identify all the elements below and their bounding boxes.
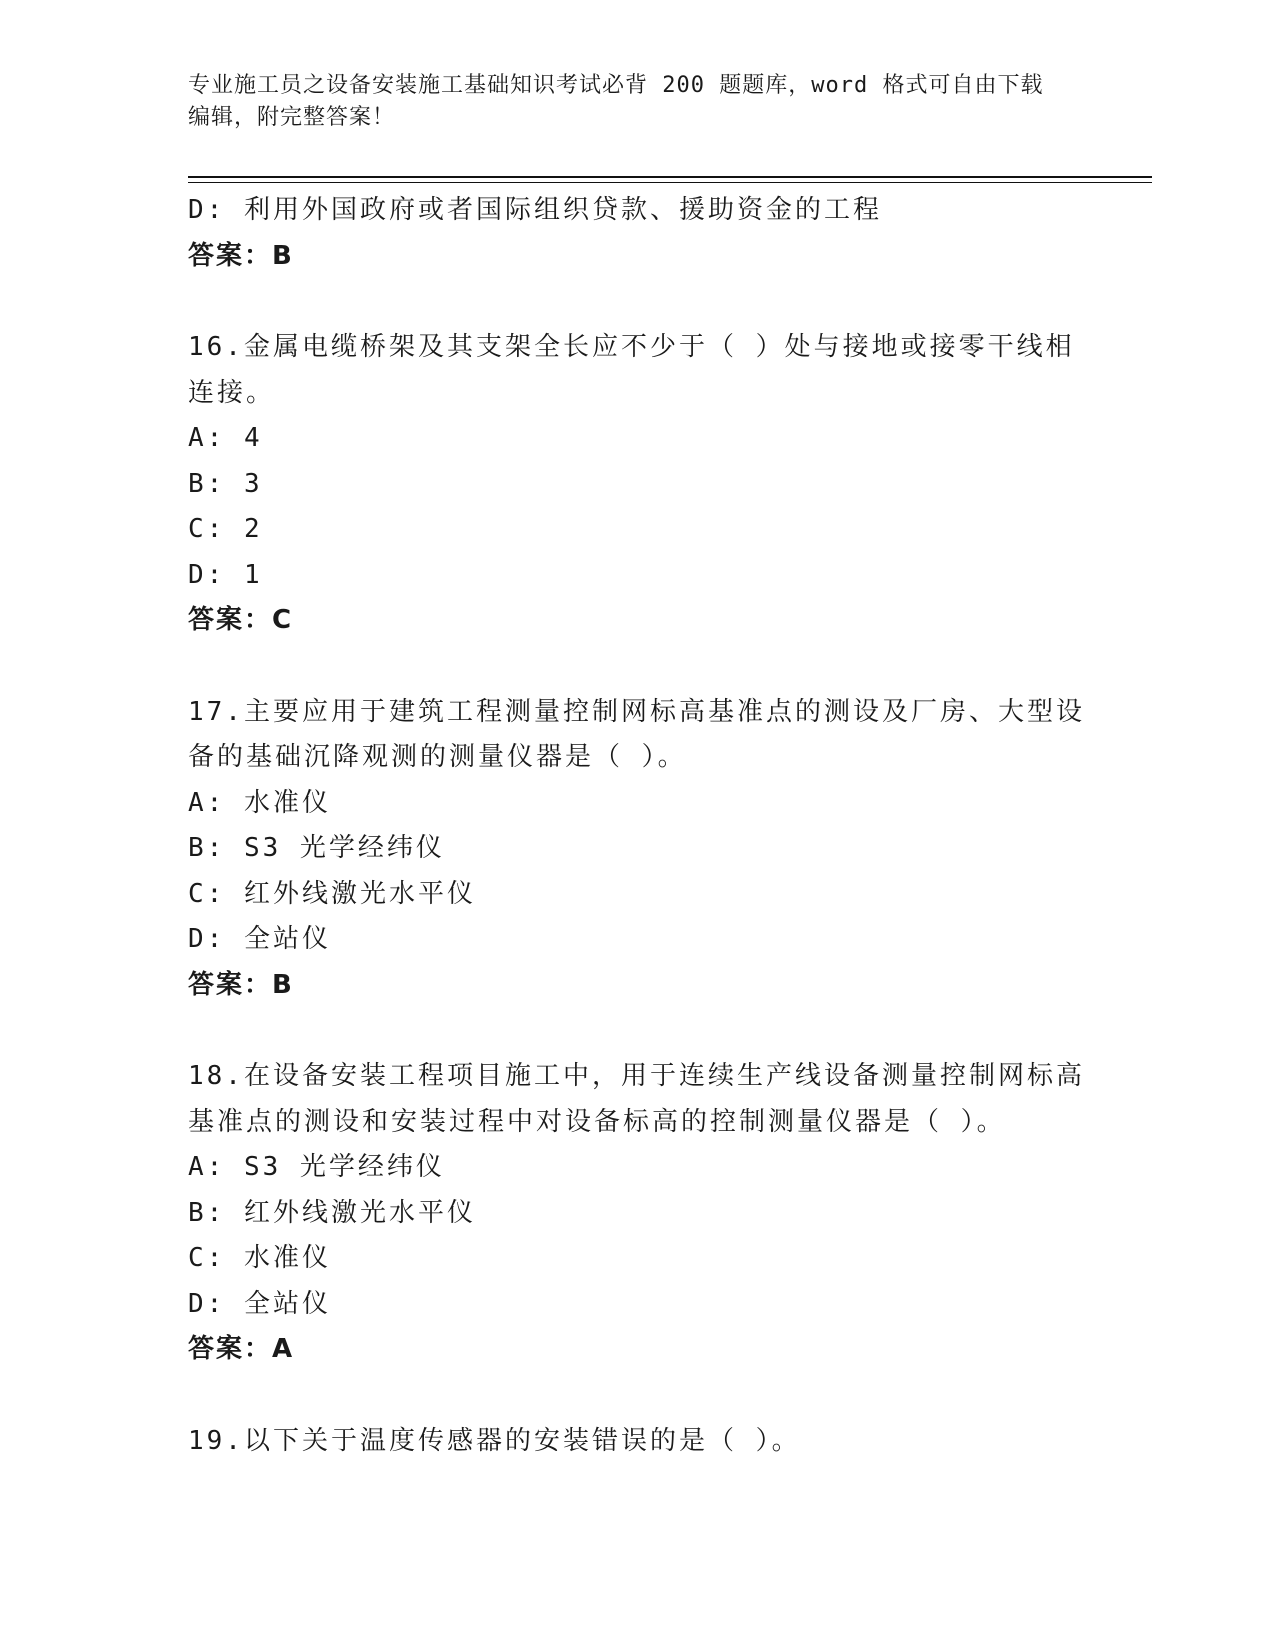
question-text: 18.在设备安装工程项目施工中，用于连续生产线设备测量控制网标高 xyxy=(188,1061,1085,1091)
question-17 xyxy=(188,690,1088,1009)
option-c: C: 2 xyxy=(188,514,263,544)
header-divider-thin xyxy=(188,182,1152,183)
question-16 xyxy=(188,325,1088,644)
option-a: A: S3 光学经纬仪 xyxy=(188,1152,445,1182)
answer-line: 答案：B xyxy=(188,240,294,271)
question-text: 备的基础沉降观测的测量仪器是（ ）。 xyxy=(188,742,687,772)
question-text: 19.以下关于温度传感器的安装错误的是（ ）。 xyxy=(188,1425,801,1456)
answer-line: 答案：A xyxy=(188,1334,295,1364)
answer-line: 答案：B xyxy=(188,969,294,1000)
question-19 xyxy=(188,1419,1088,1465)
header-divider-thick xyxy=(188,176,1152,178)
question-text: 连接。 xyxy=(188,377,276,408)
option-d: D: 全站仪 xyxy=(188,1288,331,1319)
option-c: C: 水准仪 xyxy=(188,1243,331,1273)
option-b: B: 红外线激光水平仪 xyxy=(188,1197,476,1228)
question-text: 基准点的测设和安装过程中对设备标高的控制测量仪器是（ ）。 xyxy=(188,1106,1006,1137)
option-a: A: 水准仪 xyxy=(188,787,331,818)
option-b: B: S3 光学经纬仪 xyxy=(188,833,445,863)
option-d: D: 1 xyxy=(188,559,263,590)
question-18 xyxy=(188,1054,1088,1373)
document-header xyxy=(188,70,1068,134)
header-line-2: 编辑，附完整答案！ xyxy=(188,105,396,130)
answer-line: 答案：C xyxy=(188,605,294,635)
option-a: A: 4 xyxy=(188,423,263,453)
header-line-1: 专业施工员之设备安装施工基础知识考试必背 200 题题库，word 格式可自由下载 xyxy=(188,73,1044,98)
question-list xyxy=(188,188,1088,1464)
option-b: B: 3 xyxy=(188,468,263,499)
option-c: C: 红外线激光水平仪 xyxy=(188,878,476,909)
option-d: D: 全站仪 xyxy=(188,924,331,954)
question-text: 16.金属电缆桥架及其支架全长应不少于（ ）处与接地或接零干线相 xyxy=(188,332,1075,362)
option-d: D: 利用外国政府或者国际组织贷款、援助资金的工程 xyxy=(188,195,882,225)
question-text: 17.主要应用于建筑工程测量控制网标高基准点的测设及厂房、大型设 xyxy=(188,696,1085,727)
